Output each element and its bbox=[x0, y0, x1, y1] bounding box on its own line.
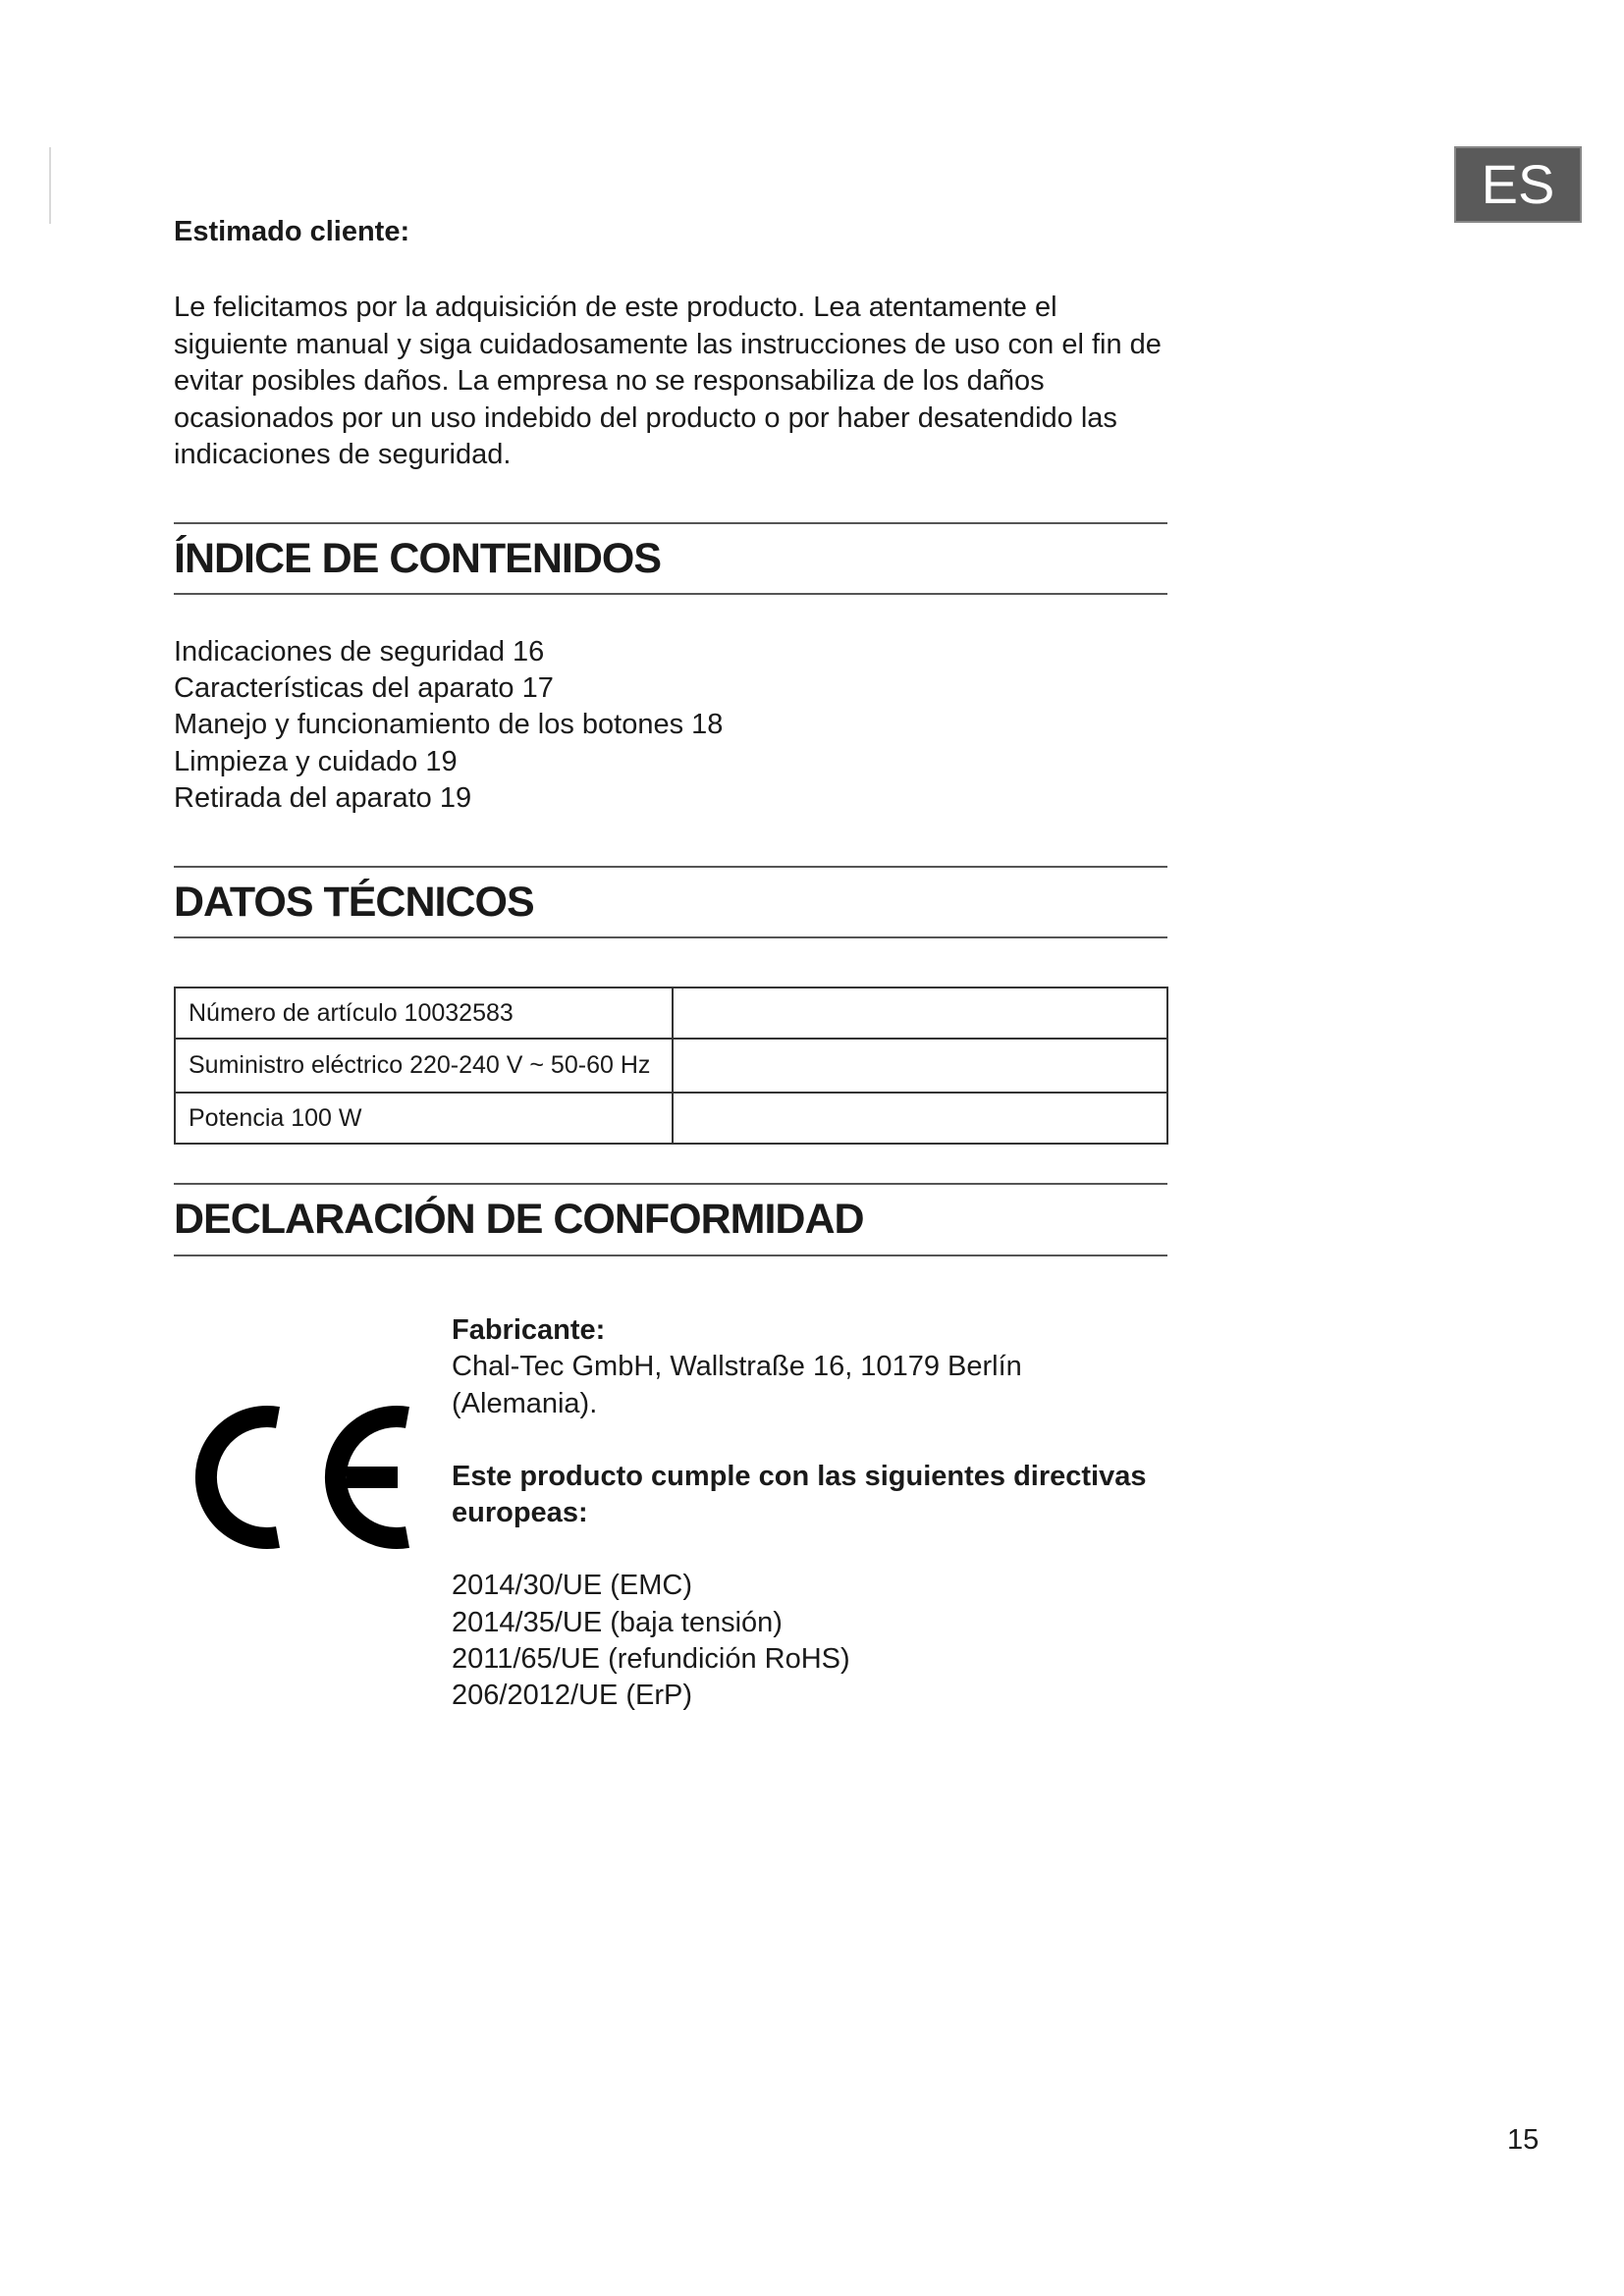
spacer bbox=[452, 1422, 1159, 1459]
manufacturer-label: Fabricante: bbox=[452, 1314, 606, 1346]
directive-item: 2014/35/UE (baja tensión) bbox=[452, 1606, 783, 1638]
directive-item: 2014/30/UE (EMC) bbox=[452, 1570, 692, 1602]
section-title-declaracion: DECLARACIÓN DE CONFORMIDAD bbox=[174, 1196, 864, 1243]
spacer bbox=[452, 1531, 1159, 1568]
section-header-declaracion bbox=[174, 1183, 1167, 1256]
directive-item: 2011/65/UE (refundición RoHS) bbox=[452, 1643, 850, 1676]
spec-value bbox=[673, 1039, 1167, 1093]
toc-item: Indicaciones de seguridad 16 bbox=[174, 636, 545, 667]
toc-item: Características del aparato 17 bbox=[174, 672, 554, 705]
page-number: 15 bbox=[1507, 2124, 1540, 2156]
directive-item: 206/2012/UE (ErP) bbox=[452, 1680, 693, 1712]
manufacturer-address: Chal-Tec GmbH, Wallstraße 16, 10179 Berlín bbox=[452, 1351, 1022, 1383]
spec-label: Suministro eléctrico 220-240 V ~ 50-60 Hz bbox=[175, 1039, 673, 1093]
toc-item: Retirada del aparato 19 bbox=[174, 781, 472, 814]
toc-item: Manejo y funcionamiento de los botones 18 bbox=[174, 709, 724, 741]
spec-label: Potencia 100 W bbox=[175, 1093, 673, 1144]
spec-value bbox=[673, 1093, 1167, 1144]
section-header-indice bbox=[174, 522, 1167, 595]
margin-rule bbox=[49, 147, 51, 224]
declaration-block bbox=[452, 1312, 1159, 1715]
intro-paragraph: Le felicitamos por la adquisición de este producto. Lea atentamente el siguiente manual y siga cuidadosamente las instrucciones de uso con el fin de evitar posibles daños. La empresa no se responsabiliza de los daños ocasionados por un uso indebido del producto o por haber desatendido las indicaciones de seguridad. bbox=[174, 292, 1162, 470]
section-header-datos bbox=[174, 866, 1167, 938]
spec-label: Número de artículo 10032583 bbox=[175, 988, 673, 1039]
language-badge: ES bbox=[1454, 146, 1582, 223]
manufacturer-country: (Alemania). bbox=[452, 1387, 598, 1419]
ce-mark-icon bbox=[191, 1394, 417, 1561]
table-of-contents bbox=[174, 634, 723, 817]
table-row bbox=[175, 1039, 1167, 1093]
directives-label: Este producto cumple con las siguientes directivas europeas: bbox=[452, 1460, 1147, 1529]
spec-value bbox=[673, 988, 1167, 1039]
toc-item: Limpieza y cuidado 19 bbox=[174, 745, 458, 777]
table-row bbox=[175, 1093, 1167, 1144]
section-title-datos: DATOS TÉCNICOS bbox=[174, 879, 534, 926]
greeting: Estimado cliente: bbox=[174, 216, 410, 247]
specs-table bbox=[174, 987, 1168, 1145]
table-row bbox=[175, 988, 1167, 1039]
section-title-indice: ÍNDICE DE CONTENIDOS bbox=[174, 535, 662, 582]
